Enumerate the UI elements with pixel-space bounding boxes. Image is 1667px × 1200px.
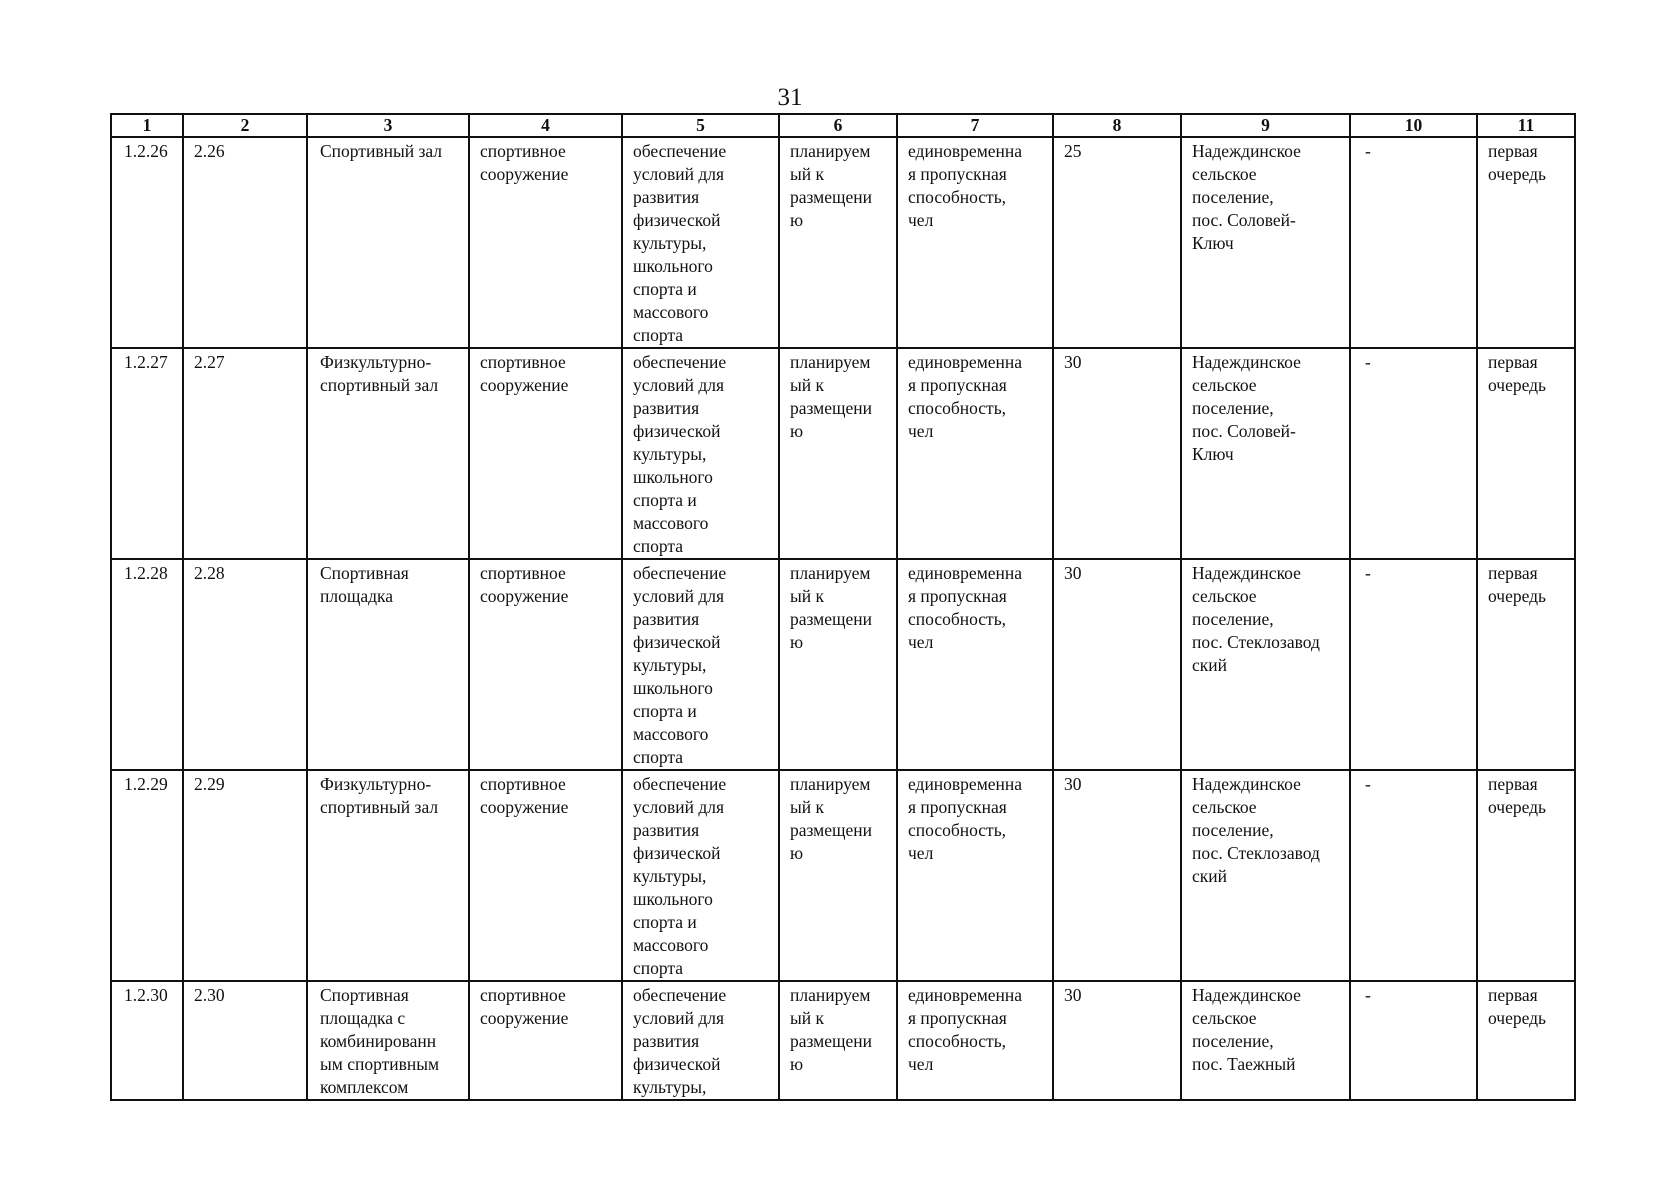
cell-text: 30 xyxy=(1064,352,1082,372)
column-header: 2 xyxy=(183,114,307,137)
cell-object-name xyxy=(307,981,469,1100)
cell-capacity-value xyxy=(1053,559,1181,770)
cell-text: Надеждинское сельское поселение, пос. Соловей- Ключ xyxy=(1192,352,1301,464)
cell-text: первая очередь xyxy=(1488,563,1547,606)
cell-text: 25 xyxy=(1064,141,1082,161)
table-row xyxy=(111,348,1575,559)
cell-object-purpose xyxy=(622,559,779,770)
cell-object-purpose xyxy=(622,348,779,559)
cell-object-name xyxy=(307,348,469,559)
cell-text: Надеждинское сельское поселение, пос. Соловей- Ключ xyxy=(1192,141,1301,253)
column-header: 1 xyxy=(111,114,183,137)
cell-text: обеспечение условий для развития физической культуры, школьного спорта и массового спорта xyxy=(633,352,727,556)
cell-item-number xyxy=(183,348,307,559)
column-header: 3 xyxy=(307,114,469,137)
column-header: 11 xyxy=(1477,114,1575,137)
cell-capacity-unit xyxy=(897,559,1053,770)
cell-text: спортивное сооружение xyxy=(480,774,569,817)
cell-object-type xyxy=(469,559,622,770)
cell-object-name xyxy=(307,770,469,981)
cell-object-purpose xyxy=(622,137,779,348)
cell-text: 30 xyxy=(1064,774,1082,794)
cell-object-name xyxy=(307,137,469,348)
cell-extra xyxy=(1350,137,1477,348)
cell-object-status xyxy=(779,137,897,348)
table-row xyxy=(111,770,1575,981)
cell-text: планируем ый к размещени ю xyxy=(790,985,872,1074)
cell-text: спортивное сооружение xyxy=(480,352,569,395)
cell-text: единовременна я пропускная способность, чел xyxy=(908,985,1023,1074)
cell-text: 2.28 xyxy=(194,563,225,583)
cell-item-number xyxy=(183,559,307,770)
cell-row-number xyxy=(111,348,183,559)
table-row xyxy=(111,981,1575,1100)
cell-object-type xyxy=(469,348,622,559)
cell-text: Спортивная площадка xyxy=(320,563,409,606)
column-header: 8 xyxy=(1053,114,1181,137)
cell-text: 2.29 xyxy=(194,774,225,794)
cell-text: - xyxy=(1365,985,1371,1005)
cell-capacity-value xyxy=(1053,981,1181,1100)
cell-text: Физкультурно- спортивный зал xyxy=(320,352,439,395)
cell-text: спортивное сооружение xyxy=(480,141,569,184)
cell-text: - xyxy=(1365,563,1371,583)
cell-extra xyxy=(1350,559,1477,770)
cell-stage xyxy=(1477,348,1575,559)
cell-capacity-value xyxy=(1053,770,1181,981)
cell-capacity-unit xyxy=(897,981,1053,1100)
cell-text: 2.30 xyxy=(194,985,225,1005)
cell-object-status xyxy=(779,770,897,981)
cell-text: планируем ый к размещени ю xyxy=(790,352,872,441)
cell-text: обеспечение условий для развития физической культуры, xyxy=(633,985,727,1097)
cell-text: Надеждинское сельское поселение, пос. Стеклозавод ский xyxy=(1192,774,1320,886)
column-header: 10 xyxy=(1350,114,1477,137)
cell-text: Спортивная площадка с комбинированн ым спортивным комплексом xyxy=(320,985,440,1097)
cell-text: 1.2.30 xyxy=(124,985,168,1005)
cell-extra xyxy=(1350,981,1477,1100)
cell-capacity-unit xyxy=(897,348,1053,559)
cell-text: единовременна я пропускная способность, чел xyxy=(908,352,1023,441)
cell-location xyxy=(1181,348,1350,559)
cell-location xyxy=(1181,137,1350,348)
cell-text: обеспечение условий для развития физической культуры, школьного спорта и массового спорта xyxy=(633,774,727,978)
cell-text: планируем ый к размещени ю xyxy=(790,141,872,230)
objects-table xyxy=(110,113,1576,1101)
cell-text: Надеждинское сельское поселение, пос. Таежный xyxy=(1192,985,1301,1074)
cell-text: первая очередь xyxy=(1488,985,1547,1028)
cell-stage xyxy=(1477,981,1575,1100)
cell-object-status xyxy=(779,348,897,559)
cell-text: спортивное сооружение xyxy=(480,563,569,606)
cell-text: 1.2.27 xyxy=(124,352,168,372)
cell-location xyxy=(1181,981,1350,1100)
cell-text: 30 xyxy=(1064,563,1082,583)
cell-text: Надеждинское сельское поселение, пос. Стеклозавод ский xyxy=(1192,563,1320,675)
cell-text: обеспечение условий для развития физической культуры, школьного спорта и массового спорта xyxy=(633,563,727,767)
table-header-row xyxy=(111,114,1575,137)
cell-row-number xyxy=(111,981,183,1100)
cell-text: 30 xyxy=(1064,985,1082,1005)
cell-extra xyxy=(1350,770,1477,981)
cell-text: 1.2.29 xyxy=(124,774,168,794)
cell-object-purpose xyxy=(622,770,779,981)
cell-text: первая очередь xyxy=(1488,141,1547,184)
cell-stage xyxy=(1477,770,1575,981)
cell-text: первая очередь xyxy=(1488,774,1547,817)
table-row xyxy=(111,137,1575,348)
cell-extra xyxy=(1350,348,1477,559)
column-header: 6 xyxy=(779,114,897,137)
column-header: 4 xyxy=(469,114,622,137)
cell-capacity-unit xyxy=(897,770,1053,981)
cell-object-type xyxy=(469,770,622,981)
cell-text: - xyxy=(1365,352,1371,372)
table-body xyxy=(111,137,1575,1100)
cell-object-status xyxy=(779,981,897,1100)
cell-text: планируем ый к размещени ю xyxy=(790,563,872,652)
cell-text: единовременна я пропускная способность, чел xyxy=(908,141,1023,230)
cell-text: 1.2.28 xyxy=(124,563,168,583)
cell-text: 2.27 xyxy=(194,352,225,372)
cell-text: Физкультурно- спортивный зал xyxy=(320,774,439,817)
cell-object-status xyxy=(779,559,897,770)
cell-capacity-value xyxy=(1053,348,1181,559)
cell-item-number xyxy=(183,770,307,981)
cell-text: спортивное сооружение xyxy=(480,985,569,1028)
cell-text: Спортивный зал xyxy=(320,141,443,161)
cell-item-number xyxy=(183,137,307,348)
column-header: 9 xyxy=(1181,114,1350,137)
cell-text: первая очередь xyxy=(1488,352,1547,395)
cell-object-purpose xyxy=(622,981,779,1100)
cell-location xyxy=(1181,559,1350,770)
cell-stage xyxy=(1477,137,1575,348)
cell-row-number xyxy=(111,770,183,981)
cell-capacity-unit xyxy=(897,137,1053,348)
cell-text: обеспечение условий для развития физической культуры, школьного спорта и массового спорта xyxy=(633,141,727,345)
cell-object-type xyxy=(469,981,622,1100)
cell-row-number xyxy=(111,137,183,348)
column-header: 5 xyxy=(622,114,779,137)
cell-location xyxy=(1181,770,1350,981)
cell-text: - xyxy=(1365,141,1371,161)
cell-text: планируем ый к размещени ю xyxy=(790,774,872,863)
cell-object-name xyxy=(307,559,469,770)
cell-object-type xyxy=(469,137,622,348)
cell-stage xyxy=(1477,559,1575,770)
cell-item-number xyxy=(183,981,307,1100)
table-row xyxy=(111,559,1575,770)
page-number: 31 xyxy=(777,84,803,111)
cell-row-number xyxy=(111,559,183,770)
cell-text: единовременна я пропускная способность, чел xyxy=(908,563,1023,652)
column-header: 7 xyxy=(897,114,1053,137)
cell-text: единовременна я пропускная способность, чел xyxy=(908,774,1023,863)
cell-text: 1.2.26 xyxy=(124,141,168,161)
cell-text: - xyxy=(1365,774,1371,794)
cell-text: 2.26 xyxy=(194,141,225,161)
cell-capacity-value xyxy=(1053,137,1181,348)
